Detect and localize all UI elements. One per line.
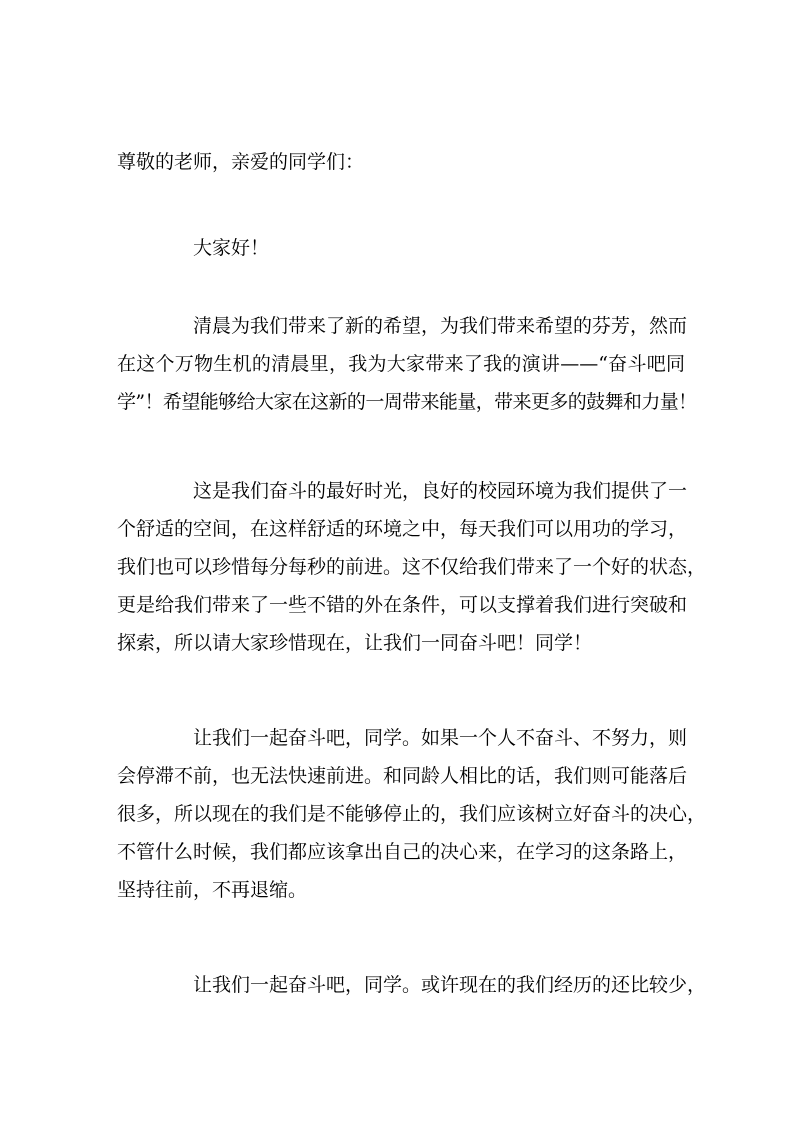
paragraph-line: 在这个万物生机的清晨里，我为大家带来了我的演讲——“奋斗吧同 [117, 353, 685, 375]
paragraph-2 [117, 472, 707, 662]
paragraph-4 [117, 966, 707, 1004]
paragraph-line: 很多，所以现在的我们是不能够停止的，我们应该树立好奋斗的决心， [117, 803, 707, 825]
paragraph-line: 我们也可以珍惜每分每秒的前进。这不仅给我们带来了一个好的状态， [117, 556, 707, 578]
salutation-block [117, 143, 685, 181]
salutation: 尊敬的老师，亲爱的同学们： [117, 151, 365, 173]
paragraph-3 [117, 719, 707, 909]
paragraph-line: 坚持往前，不再退缩。 [117, 879, 308, 901]
paragraph-line: 更是给我们带来了一些不错的外在条件，可以支撑着我们进行突破和 [117, 594, 688, 616]
paragraph-1 [117, 307, 697, 421]
paragraph-line: 让我们一起奋斗吧，同学。或许现在的我们经历的还比较少， [193, 974, 707, 996]
paragraph-line: 清晨为我们带来了新的希望，为我们带来希望的芬芳，然而 [193, 315, 688, 337]
greeting-block [117, 229, 685, 267]
paragraph-line: 这是我们奋斗的最好时光，良好的校园环境为我们提供了一 [193, 480, 688, 502]
paragraph-line: 让我们一起奋斗吧，同学。如果一个人不奋斗、不努力，则 [193, 727, 688, 749]
greeting: 大家好！ [193, 237, 270, 259]
paragraph-line: 探索，所以请大家珍惜现在，让我们一同奋斗吧！同学！ [117, 632, 593, 654]
paragraph-line: 会停滞不前，也无法快速前进。和同龄人相比的话，我们则可能落后 [117, 765, 688, 787]
paragraph-line: 个舒适的空间，在这样舒适的环境之中，每天我们可以用功的学习， [117, 518, 688, 540]
paragraph-line: 不管什么时候，我们都应该拿出自己的决心来，在学习的这条路上， [117, 841, 688, 863]
paragraph-line: 学”！希望能够给大家在这新的一周带来能量，带来更多的鼓舞和力量！ [117, 391, 697, 413]
